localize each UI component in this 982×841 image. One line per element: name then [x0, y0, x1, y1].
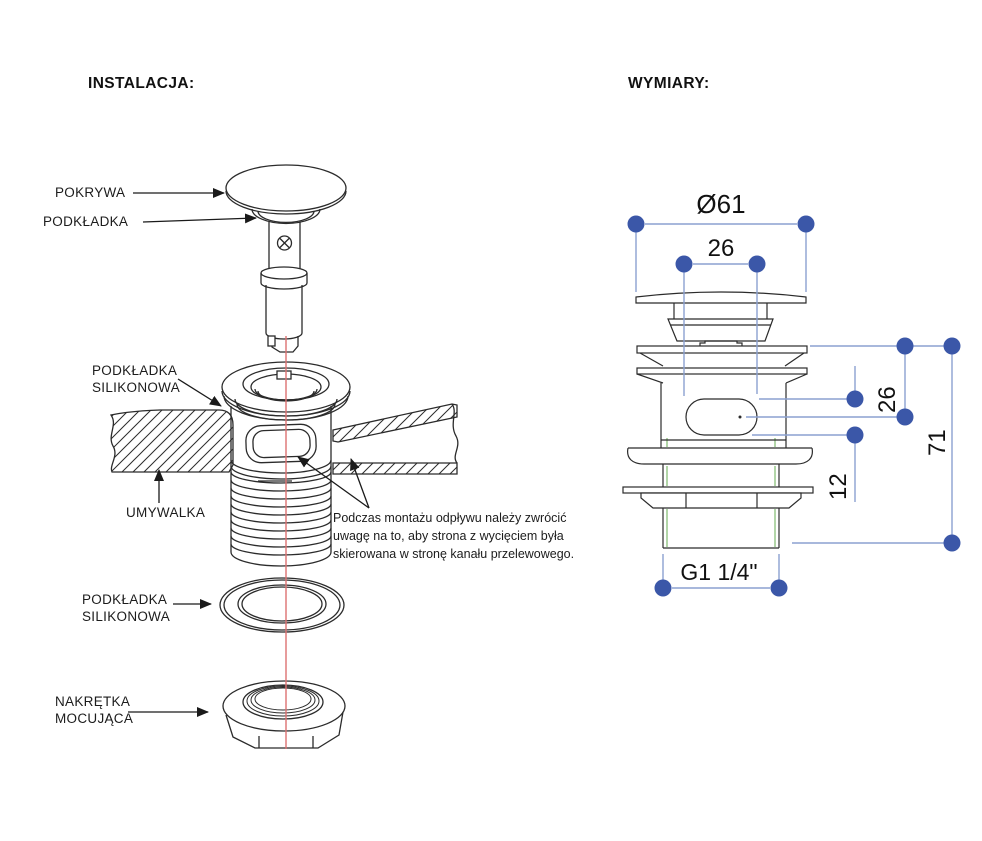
label-silicone-top-1: PODKŁADKA [92, 363, 178, 378]
cap-drawing [226, 165, 346, 352]
thread-lines [231, 472, 331, 566]
dim-12-value: 12 [825, 473, 852, 500]
dim-diameter-value: Ø61 [696, 189, 746, 219]
sink-right-top-strip [333, 404, 457, 442]
slot-center-mark [739, 416, 742, 419]
label-nakretka-1: NAKRĘTKA [55, 694, 131, 709]
installation-section [43, 75, 574, 749]
silicone-washer-drawing [220, 578, 344, 632]
sink-right-bottom-strip [333, 463, 457, 474]
cap-side [636, 292, 806, 303]
dimension-lines [636, 224, 952, 588]
silicone-washer-top-arrow [178, 379, 221, 406]
installation-title: INSTALACJA: [88, 75, 195, 92]
mounting-note [333, 511, 574, 561]
label-nakretka-2: MOCUJĄCA [55, 711, 134, 726]
label-silicone-bottom-2: SILIKONOWA [82, 609, 171, 624]
podkladka-arrow [143, 218, 256, 222]
dim-thread-value: G1 1/4" [680, 559, 758, 585]
mounting-nut-drawing [223, 681, 345, 748]
dimensions-section [623, 75, 961, 597]
note-line-1: Podczas montażu odpływu należy zwrócić [333, 511, 567, 525]
sink-left-block [111, 410, 233, 472]
side-view-drawing [623, 292, 813, 548]
dim-capwidth-value: 26 [707, 235, 735, 262]
note-line-2: uwagę na to, aby strona z wycięciem była [333, 529, 564, 543]
dim-26-right-value: 26 [874, 386, 901, 413]
label-silicone-bottom-1: PODKŁADKA [82, 592, 168, 607]
dish-flange-side [628, 448, 813, 464]
dim-71-value: 71 [924, 429, 951, 456]
label-silicone-top-2: SILIKONOWA [92, 380, 181, 395]
sink-cross-section [111, 404, 458, 474]
dimensions-title: WYMIARY: [628, 75, 710, 92]
label-pokrywa: POKRYWA [55, 185, 126, 200]
nut-side [641, 493, 801, 508]
flange-side [637, 346, 807, 353]
plate-side [623, 487, 813, 493]
dimension-dots [628, 216, 961, 597]
label-podkladka: PODKŁADKA [43, 214, 129, 229]
note-line-3: skierowana w stronę kanału przelewowego. [333, 547, 575, 561]
label-umywalka: UMYWALKA [126, 505, 206, 520]
